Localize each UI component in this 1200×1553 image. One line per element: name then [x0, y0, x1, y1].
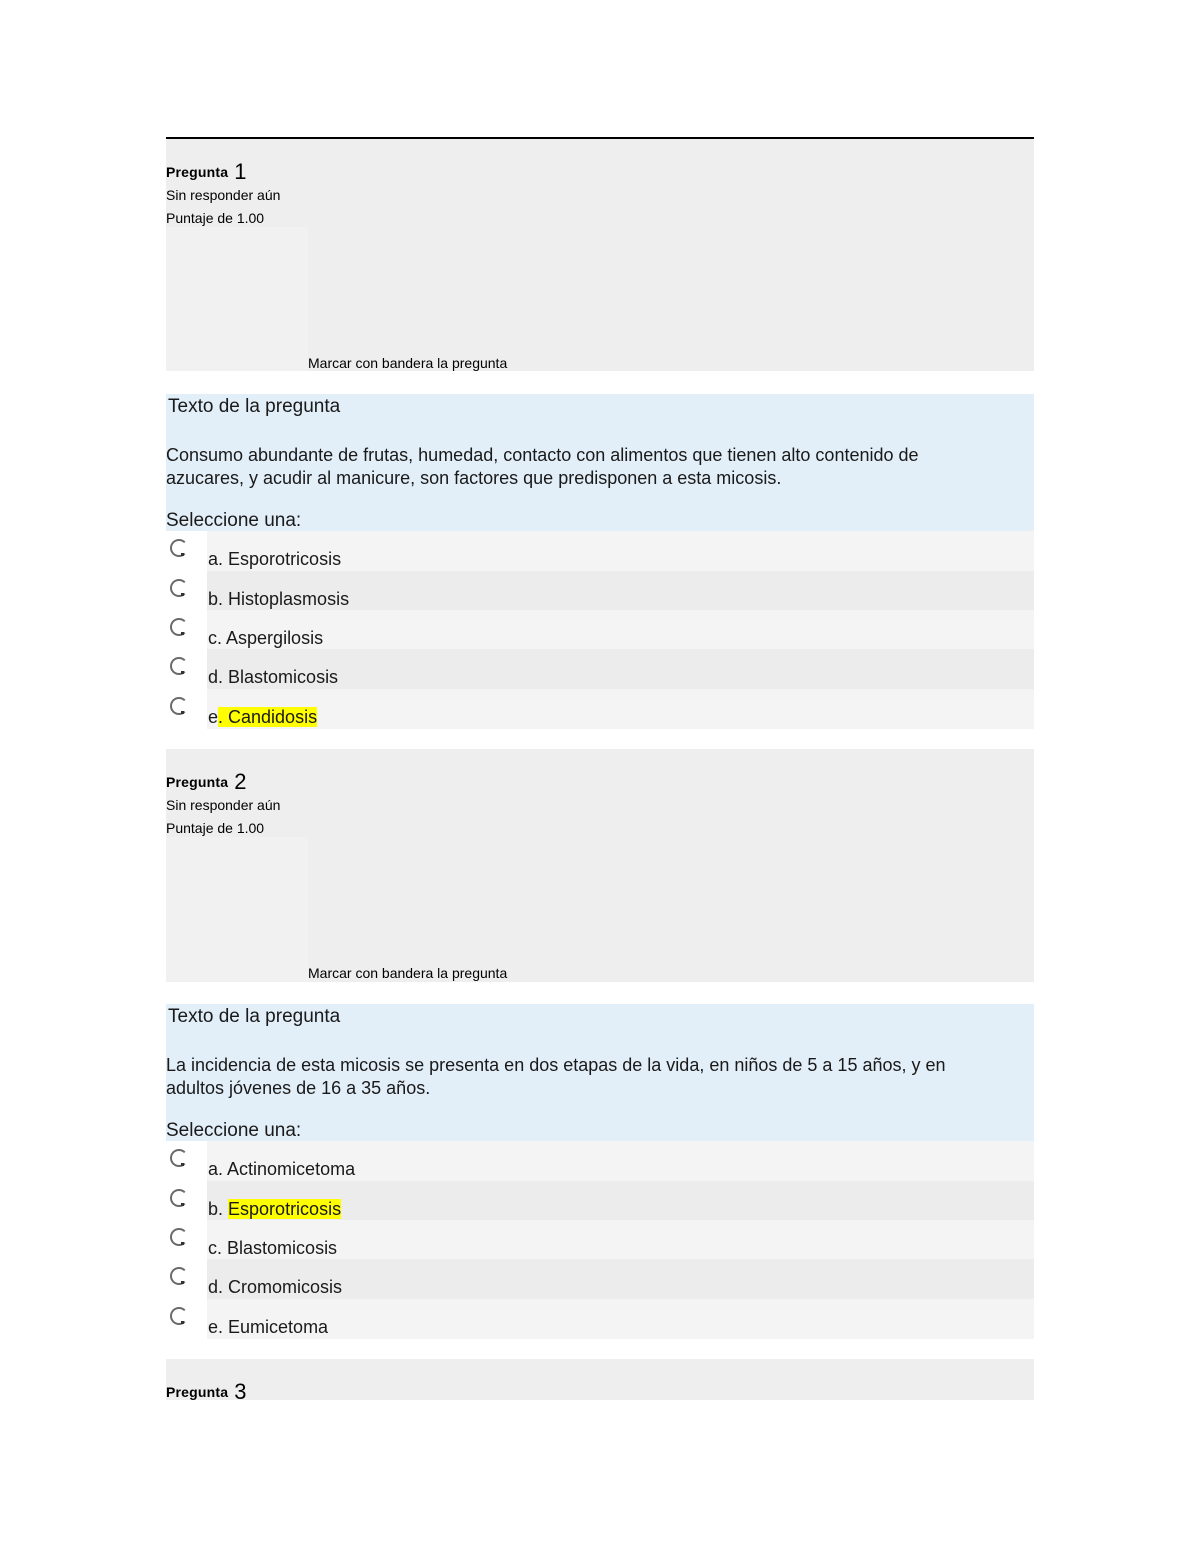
option-label[interactable]: a. Actinomicetoma	[208, 1159, 356, 1179]
question-info-panel	[166, 139, 1034, 371]
question-score: Puntaje de 1.00	[166, 210, 265, 226]
question-info-panel	[166, 749, 1034, 982]
option-label[interactable]: c. Blastomicosis	[208, 1238, 338, 1258]
radio-button[interactable]	[170, 1149, 188, 1167]
select-prompt: Seleccione una:	[166, 510, 302, 531]
question-text-label: Texto de la pregunta	[168, 1006, 341, 1027]
radio-button[interactable]	[170, 579, 188, 597]
flag-question-link[interactable]: Marcar con bandera la pregunta	[308, 965, 508, 981]
answer-option[interactable]	[166, 571, 1034, 611]
question-text: La incidencia de esta micosis se presenta en dos etapas de la vida, en niños de 5 a 15 años, y en adultos jóvenes de 16 a 35 años.	[166, 1055, 946, 1098]
answer-option[interactable]	[166, 689, 1034, 729]
radio-button[interactable]	[170, 1189, 188, 1207]
question-number: Pregunta 1	[166, 159, 247, 184]
question-text-label: Texto de la pregunta	[168, 396, 341, 417]
option-label[interactable]: d. Blastomicosis	[208, 667, 339, 687]
question-number: Pregunta 3	[166, 1379, 247, 1404]
option-label[interactable]: b. Esporotricosis	[208, 1199, 342, 1219]
answer-option[interactable]	[166, 1141, 1034, 1181]
radio-button[interactable]	[170, 1228, 188, 1246]
highlighted-answer: . Candidosis	[218, 707, 318, 727]
radio-button[interactable]	[170, 539, 188, 557]
option-label[interactable]: e. Candidosis	[208, 707, 318, 727]
question-status: Sin responder aún	[166, 187, 281, 203]
answer-option[interactable]	[166, 1220, 1034, 1260]
radio-button[interactable]	[170, 697, 188, 715]
radio-button[interactable]	[170, 657, 188, 675]
option-label[interactable]: a. Esporotricosis	[208, 549, 342, 569]
radio-button[interactable]	[170, 1267, 188, 1285]
option-label[interactable]: c. Aspergilosis	[208, 628, 324, 648]
radio-button[interactable]	[170, 618, 188, 636]
flag-question-link[interactable]: Marcar con bandera la pregunta	[308, 355, 508, 371]
question-text: Consumo abundante de frutas, humedad, contacto con alimentos que tienen alto contenido de azucares, y acudir al manicure, son factores que predisponen a esta micosis.	[166, 445, 919, 488]
question-status: Sin responder aún	[166, 797, 281, 813]
highlighted-answer: Esporotricosis	[228, 1199, 342, 1219]
question-text-panel	[166, 1004, 1034, 1141]
question-score: Puntaje de 1.00	[166, 820, 265, 836]
answer-option[interactable]	[166, 649, 1034, 689]
answer-option[interactable]	[166, 610, 1034, 650]
select-prompt: Seleccione una:	[166, 1120, 302, 1141]
answer-option[interactable]	[166, 1181, 1034, 1221]
option-label[interactable]: b. Histoplasmosis	[208, 589, 350, 609]
question-text-panel	[166, 394, 1034, 531]
option-label[interactable]: d. Cromomicosis	[208, 1277, 343, 1297]
answer-option[interactable]	[166, 1299, 1034, 1339]
question-number: Pregunta 2	[166, 769, 247, 794]
answer-option[interactable]	[166, 1259, 1034, 1299]
radio-button[interactable]	[170, 1307, 188, 1325]
answer-option[interactable]	[166, 531, 1034, 571]
question-info-panel	[166, 1359, 1034, 1404]
option-label[interactable]: e. Eumicetoma	[208, 1317, 329, 1337]
